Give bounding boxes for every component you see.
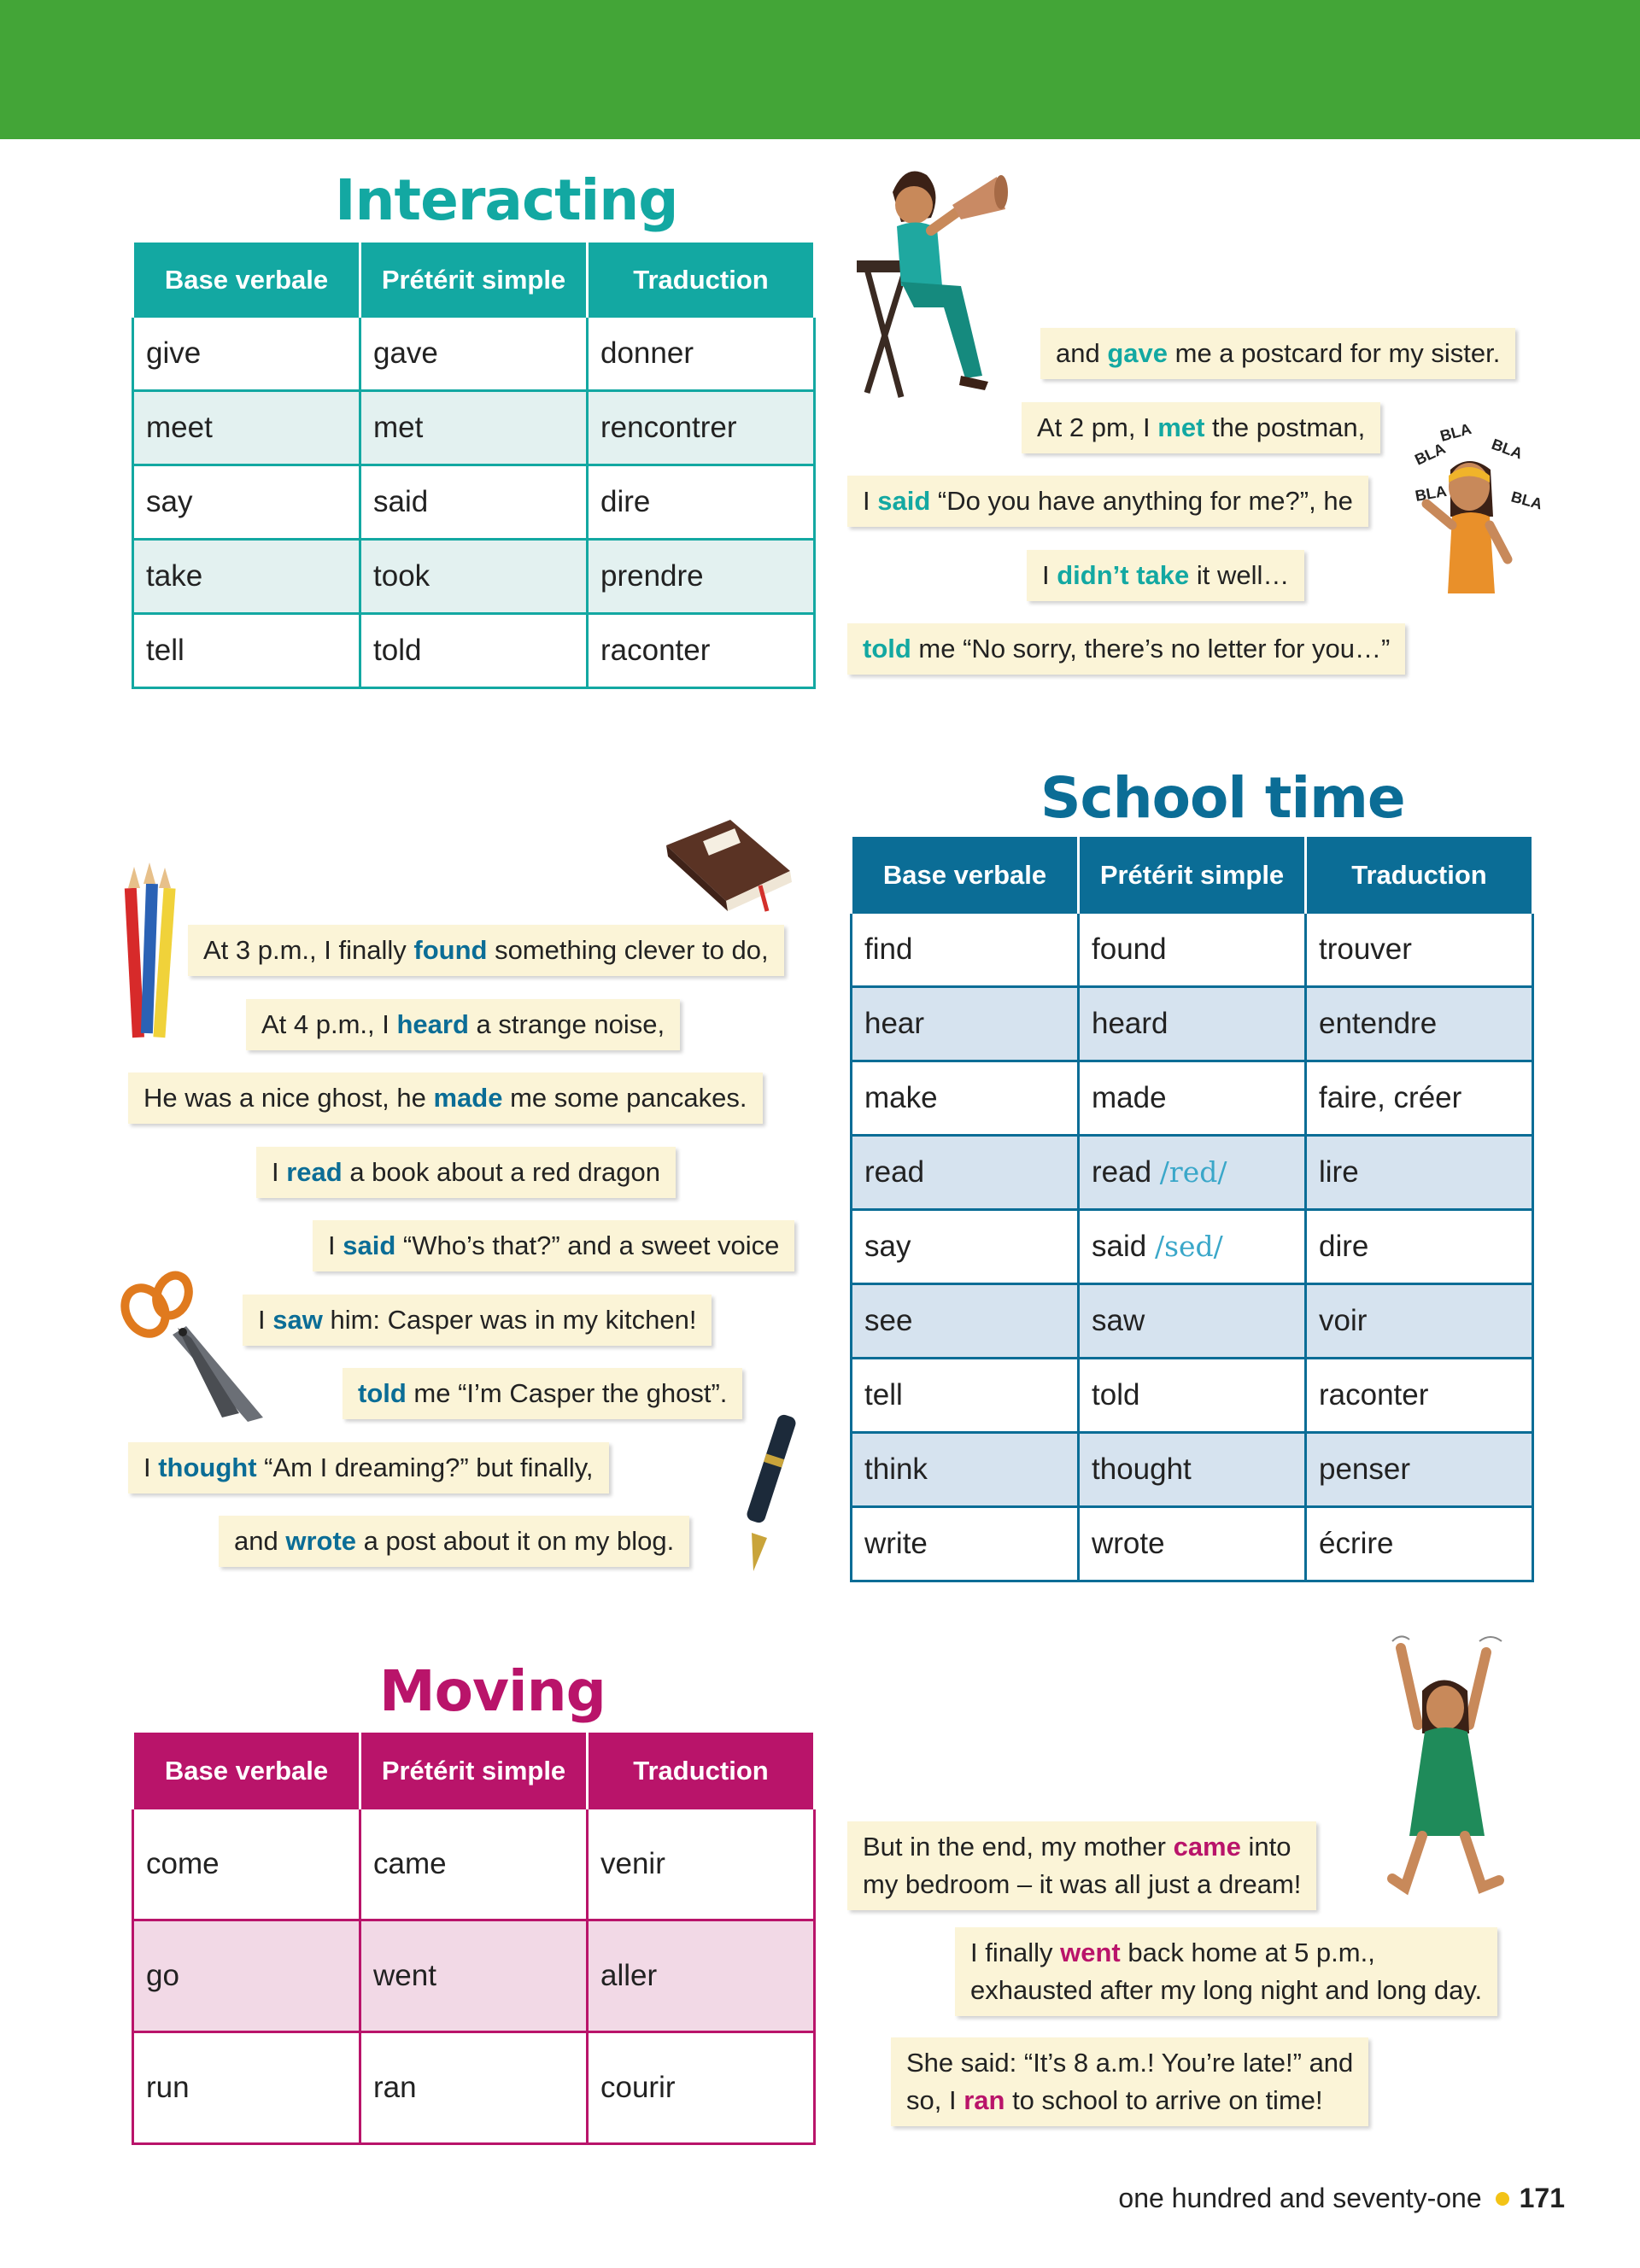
cell-translation: aller (588, 1920, 815, 2032)
cell-base: run (133, 2032, 360, 2144)
header-traduction: Traduction (588, 1734, 815, 1809)
header-base-verbale: Base verbale (133, 1734, 360, 1809)
note-wrote: and wrote a post about it on my blog. (219, 1516, 689, 1567)
cell-base: meet (133, 391, 360, 465)
cell-preterit: ran (360, 2032, 588, 2144)
cell-translation: dire (588, 465, 815, 540)
table-row (133, 391, 815, 465)
phonetic: /sed/ (1154, 1230, 1223, 1263)
moving-title: Moving (379, 1658, 606, 1724)
cell-base: go (133, 1920, 360, 2032)
header-preterit-simple: Prétérit simple (1079, 839, 1306, 913)
cell-translation: penser (1306, 1433, 1533, 1507)
cell-base: tell (133, 614, 360, 688)
cell-base: hear (852, 987, 1079, 1061)
note-came: But in the end, my mother came into my bedroom – it was all just a dream! (847, 1821, 1316, 1910)
table-row (852, 913, 1533, 987)
cell-preterit: said /sed/ (1079, 1210, 1306, 1284)
cell-preterit: read /red/ (1079, 1136, 1306, 1210)
table-row (133, 317, 815, 391)
cell-base: read (852, 1136, 1079, 1210)
table-row (852, 1359, 1533, 1433)
top-color-band (0, 0, 1640, 139)
cell-preterit: made (1079, 1061, 1306, 1136)
bla-text: BLA (1412, 439, 1449, 469)
cell-base: see (852, 1284, 1079, 1359)
cell-translation: écrire (1306, 1507, 1533, 1581)
header-preterit-simple: Prétérit simple (360, 244, 588, 317)
cell-preterit: thought (1079, 1433, 1306, 1507)
cell-base: write (852, 1507, 1079, 1581)
cell-translation: courir (588, 2032, 815, 2144)
header-base-verbale: Base verbale (852, 839, 1079, 913)
page-footer (1118, 2183, 1565, 2214)
cell-preterit: said (360, 465, 588, 540)
note-made: He was a nice ghost, he made me some pancakes. (128, 1073, 763, 1124)
note-met: At 2 pm, I met the postman, (1022, 402, 1380, 453)
cell-base: say (852, 1210, 1079, 1284)
cell-base: find (852, 913, 1079, 987)
cell-translation: voir (1306, 1284, 1533, 1359)
cell-translation: dire (1306, 1210, 1533, 1284)
book-illustration (658, 815, 799, 914)
school-time-title: School time (1040, 765, 1405, 831)
cell-translation: prendre (588, 540, 815, 614)
table-row (852, 1284, 1533, 1359)
note-gave: and gave me a postcard for my sister. (1040, 328, 1515, 379)
table-row (852, 1136, 1533, 1210)
bla-text: BLA (1438, 419, 1473, 445)
phonetic: /red/ (1159, 1155, 1227, 1189)
cell-translation: entendre (1306, 987, 1533, 1061)
cell-translation: rencontrer (588, 391, 815, 465)
cell-preterit: told (360, 614, 588, 688)
cell-preterit: heard (1079, 987, 1306, 1061)
cell-base: think (852, 1433, 1079, 1507)
cell-translation: trouver (1306, 913, 1533, 987)
pencils-illustration (121, 862, 181, 1050)
table-row (133, 465, 815, 540)
note-read: I read a book about a red dragon (256, 1147, 676, 1198)
cell-preterit: told (1079, 1359, 1306, 1433)
table-row (852, 987, 1533, 1061)
note-told-school: told me “I’m Casper the ghost”. (343, 1368, 742, 1419)
cell-preterit: gave (360, 317, 588, 391)
girl-bla-bla-illustration (1401, 419, 1544, 615)
note-went: I finally went back home at 5 p.m., exhausted after my long night and long day. (955, 1927, 1497, 2016)
cell-preterit: wrote (1079, 1507, 1306, 1581)
note-heard: At 4 p.m., I heard a strange noise, (246, 999, 680, 1050)
cell-base: tell (852, 1359, 1079, 1433)
scissors-illustration (120, 1277, 269, 1426)
table-row (852, 1061, 1533, 1136)
bla-text: BLA (1414, 482, 1449, 505)
page-number: 171 (1519, 2183, 1565, 2213)
bullet-dot-icon (1496, 2192, 1509, 2206)
girl-megaphone-illustration (841, 158, 1012, 406)
note-didnt-take: I didn’t take it well… (1027, 550, 1304, 601)
bla-text: BLA (1489, 435, 1526, 463)
school-time-table (850, 837, 1534, 1582)
note-found: At 3 p.m., I finally found something clever to do, (188, 925, 784, 976)
cell-base: come (133, 1809, 360, 1920)
fountain-pen-illustration (736, 1405, 809, 1575)
table-row (852, 1210, 1533, 1284)
table-row (852, 1507, 1533, 1581)
cell-preterit: found (1079, 913, 1306, 987)
moving-table (132, 1733, 816, 2145)
cell-preterit: met (360, 391, 588, 465)
table-row (133, 1809, 815, 1920)
interacting-title: Interacting (335, 167, 678, 233)
jumping-girl-illustration (1384, 1631, 1512, 1921)
cell-base: make (852, 1061, 1079, 1136)
cell-preterit: went (360, 1920, 588, 2032)
note-thought: I thought “Am I dreaming?” but finally, (128, 1442, 609, 1493)
cell-translation: faire, créer (1306, 1061, 1533, 1136)
cell-preterit: took (360, 540, 588, 614)
note-told: told me “No sorry, there’s no letter for you…” (847, 623, 1405, 675)
cell-translation: raconter (588, 614, 815, 688)
cell-translation: lire (1306, 1136, 1533, 1210)
header-preterit-simple: Prétérit simple (360, 1734, 588, 1809)
bla-text: BLA (1508, 488, 1544, 513)
header-traduction: Traduction (588, 244, 815, 317)
note-ran: She said: “It’s 8 a.m.! You’re late!” and so, I ran to school to arrive on time! (891, 2037, 1368, 2126)
header-traduction: Traduction (1306, 839, 1533, 913)
cell-preterit: saw (1079, 1284, 1306, 1359)
header-base-verbale: Base verbale (133, 244, 360, 317)
cell-base: take (133, 540, 360, 614)
cell-translation: donner (588, 317, 815, 391)
table-row (133, 540, 815, 614)
table-row (133, 2032, 815, 2144)
note-said-school: I said “Who’s that?” and a sweet voice (313, 1220, 794, 1271)
cell-base: say (133, 465, 360, 540)
table-row (133, 1920, 815, 2032)
cell-translation: venir (588, 1809, 815, 1920)
table-row (852, 1433, 1533, 1507)
table-row (133, 614, 815, 688)
page-number-words: one hundred and seventy-one (1118, 2183, 1482, 2213)
note-said: I said “Do you have anything for me?”, he (847, 476, 1368, 527)
interacting-table (132, 243, 816, 689)
cell-preterit: came (360, 1809, 588, 1920)
cell-base: give (133, 317, 360, 391)
cell-translation: raconter (1306, 1359, 1533, 1433)
note-saw: I saw him: Casper was in my kitchen! (243, 1295, 712, 1346)
